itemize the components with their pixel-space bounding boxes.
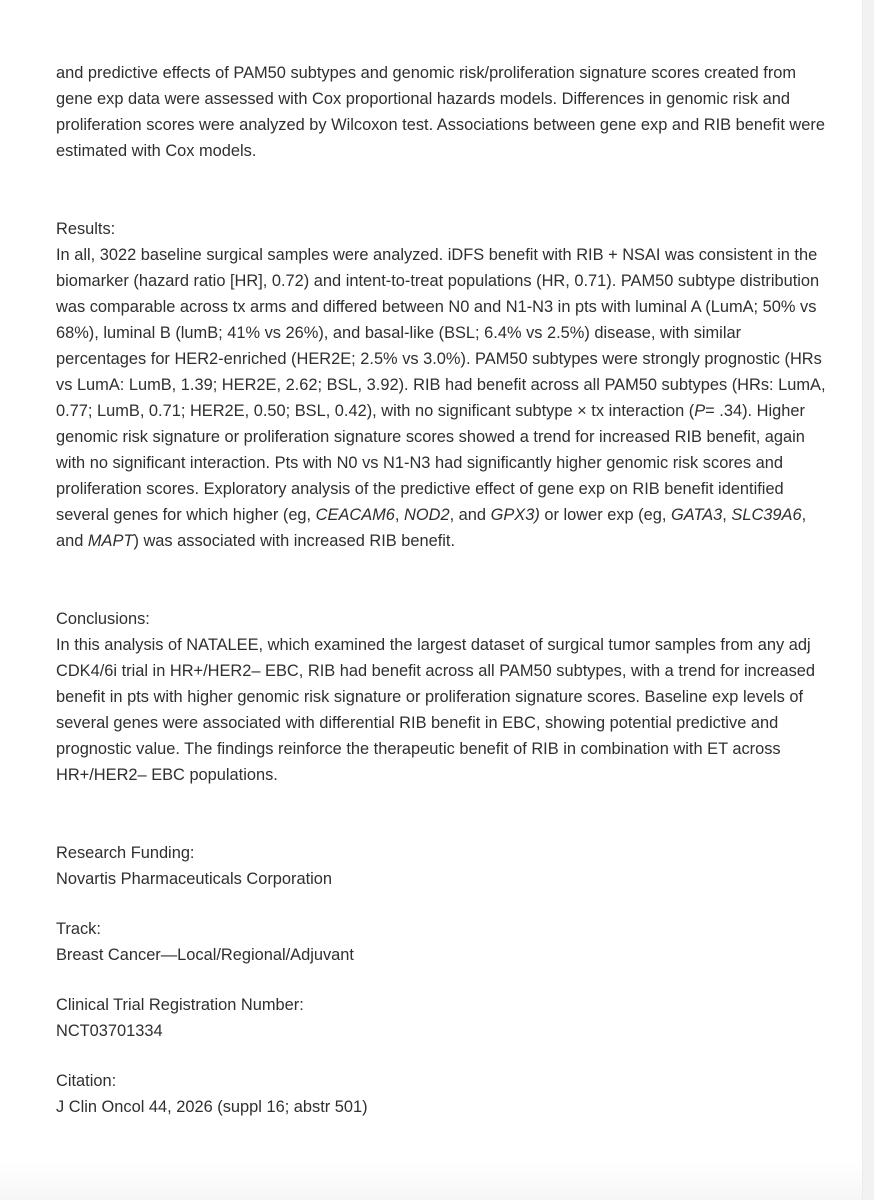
track-heading: Track: [56,920,101,938]
conclusions-heading: Conclusions: [56,610,150,628]
p-value-symbol: P [694,402,706,420]
abstract-content [56,60,826,1120]
separator: , and [56,506,807,550]
separator: , [394,506,405,524]
citation-value: J Clin Oncol 44, 2026 (suppl 16; abstr 501) [56,1098,368,1116]
scrollbar-track[interactable] [863,0,874,1200]
methods-paragraph: and predictive effects of PAM50 subtypes and genomic risk/proliferation signature scores created from gene exp data were assessed with Cox proportional hazards models. Differences in genomic risk and proliferation scores were analyzed by Wilcoxon test. Associations between gene exp and RIB benefit were estimated with Cox models. [56,64,825,160]
registration-number: NCT03701334 [56,1022,163,1040]
funding-value: Novartis Pharmaceuticals Corporation [56,870,333,888]
gene-mapt: MAPT [87,532,134,550]
results-paragraph [56,242,826,554]
gene-gata3: GATA3 [670,506,723,524]
results-text-part-3: or lower exp (eg, [539,506,671,524]
separator: , [722,506,732,524]
funding-heading: Research Funding: [56,844,195,862]
results-heading: Results: [56,220,116,238]
gene-ceacam6: CEACAM6 [315,506,395,524]
gene-nod2: NOD2 [404,506,450,524]
gene-gpx3: GPX3) [490,506,540,524]
citation-heading: Citation: [56,1072,117,1090]
conclusions-paragraph: In this analysis of NATALEE, which examined the largest dataset of surgical tumor samples from any adj CDK4/6i trial in HR+/HER2– EBC, RIB had benefit across all PAM50 subtypes, with a trend for increased benefit in pts with higher genomic risk signature or proliferation signature scores. Baseline exp levels of several genes were associated with differential RIB benefit in EBC, showing potential predictive and prognostic value. The findings reinforce the therapeutic benefit of RIB in combination with ET across HR+/HER2– EBC populations. [56,636,816,784]
registration-heading: Clinical Trial Registration Number: [56,996,304,1014]
results-text-part-2: = .34). Higher genomic risk signature or proliferation signature scores showed a trend for increased RIB benefit, again with no significant interaction. Pts with N0 vs N1-N3 had significantly higher genomic risk scores and proliferation scores. Exploratory analysis of the predictive effect of gene exp on RIB benefit identified several genes for which higher (eg, [56,402,805,524]
gene-slc39a6: SLC39A6 [731,506,802,524]
results-text-part-1: In all, 3022 baseline surgical samples were analyzed. iDFS benefit with RIB + NSAI was consistent in the biomarker (hazard ratio [HR], 0.72) and intent-to-treat populations (HR, 0.71). PAM50 subtype distribution was comparable across tx arms and differed between N0 and N1-N3 in pts with luminal A (LumA; 50% vs 68%), luminal B (lumB; 41% vs 26%), and basal-like (BSL; 6.4% vs 2.5%) disease, with similar percentages for HER2-enriched (HER2E; 2.5% vs 3.0%). PAM50 subtypes were strongly prognostic (HRs vs LumA: LumB, 1.39; HER2E, 2.62; BSL, 3.92). RIB had benefit across all PAM50 subtypes (HRs: LumA, 0.77; LumB, 0.71; HER2E, 0.50; BSL, 0.42), with no significant subtype × tx interaction ( [56,246,826,420]
track-value: Breast Cancer—Local/Regional/Adjuvant [56,946,354,964]
results-text-part-4: ) was associated with increased RIB benefit. [133,532,456,550]
separator: , and [449,506,491,524]
page-bottom-edge [0,1162,862,1200]
